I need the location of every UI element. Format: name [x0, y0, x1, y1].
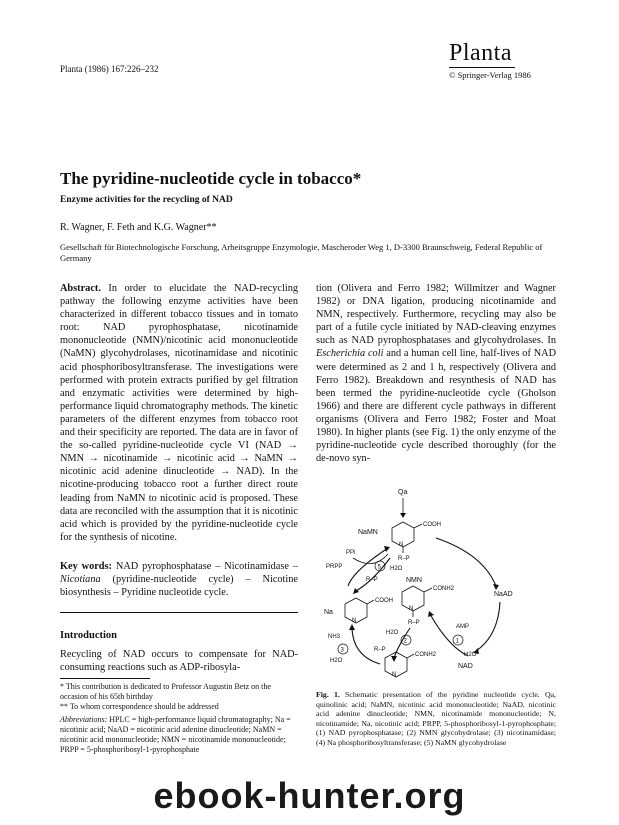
- abbreviations-label: Abbreviations:: [60, 715, 108, 724]
- arrow-3: [352, 628, 380, 664]
- introduction-heading: Introduction: [60, 630, 117, 641]
- caption-text: Schematic presentation of the pyridine nucleotide cycle. Qa, quinolinic acid; NaMN, nicotinic acid mononucleotide; NaAD, nicotinic acid adenine dinucleotide; NMN, nicotinamide mononucleotide; N, nicotinamide; Na, nicotinic acid; PRPP, 5-phosphoribosyl-1-pyrophosphate; (1) NAD pyrophosphatase; (2) NMN glycohydrolase; (3) nicotinamidase; (4) Na phosphoribosyltransferase; (5) NaMN glycohydrolase: [316, 690, 557, 747]
- nmn-bond: [424, 588, 432, 592]
- journal-logo: [449, 40, 567, 80]
- keywords-text-b: Nicotiana: [60, 574, 101, 586]
- body-ecoli: Escherichia coli: [316, 348, 384, 360]
- abstract-label: Abstract.: [60, 283, 101, 294]
- na-bond: [367, 600, 374, 604]
- abstract-block: [60, 282, 298, 544]
- label-naad: NaAD: [494, 591, 513, 598]
- keywords-text-a: NAD pyrophosphatase – Nicotinamidase –: [115, 561, 298, 572]
- abstract-text: In order to elucidate the NAD-recycling pathway the following enzyme activities have been characterized in different tobacco tissues and in tomato root: NAD pyrophosphatase, nicotinamide mononucleotide (NMN)/nicotinic acid mononucleotide (NaMN) glycohydrolases, nicotinamidase and nicotinic acid phosphoribosyltransferase. The investigations were performed with protein extracts purified by gel filtration and enzymatic activities were determined by high-performance liquid chromatography methods. The kinetic parameters of the different enzymes from tobacco root and their specificity are reported. The data are in favor of the so-called pyridine-nucleotide cycle VI (NAD → NMN → nicotinamide → nicotinic acid → NaMN → nicotinic acid adenine dinucleotide → NAD). In the nicotine-producing tobacco root a further direct route leading from NaMN to nicotinic acid is proposed. These data are reconciled with the assumption that it is nicotinic acid which is provided by the pyridine-nucleotide cycle for the synthesis of nicotine.: [60, 283, 298, 543]
- label-na: Na: [324, 609, 333, 616]
- label-rp-top: R–P: [398, 556, 410, 562]
- article-title: The pyridine-nucleotide cycle in tobacco*: [60, 169, 362, 188]
- publisher-line: © Springer-Verlag 1986: [449, 70, 531, 80]
- label-nh3: NH3: [328, 634, 341, 640]
- nicotinamide-bond: [407, 654, 414, 658]
- arrow-1: [430, 614, 468, 656]
- label-conh2-low: CONH2: [415, 652, 437, 658]
- label-enzyme-3: 3: [340, 647, 344, 654]
- namn-bond: [414, 524, 422, 528]
- ring-n-low: N: [392, 672, 397, 678]
- label-qa: Qa: [398, 489, 408, 496]
- ring-n-mid: N: [409, 606, 414, 612]
- abstract-paragraph: [60, 282, 298, 544]
- arrowhead-5: [353, 588, 359, 594]
- label-enzyme-1: 1: [455, 638, 459, 645]
- ring-n-left: N: [352, 618, 357, 624]
- journal-citation: Planta (1986) 167:226–232: [60, 64, 159, 74]
- logo-divider: [449, 67, 515, 68]
- arrowhead-4: [384, 546, 390, 552]
- arrowhead-naad: [493, 584, 499, 590]
- footnotes: [60, 682, 298, 755]
- label-enzyme-5: 5: [377, 564, 381, 571]
- footnote-correspondence: ** To whom correspondence should be addressed: [60, 702, 219, 711]
- section-divider: [60, 612, 298, 613]
- figure-caption: [316, 690, 556, 748]
- label-h2o-2: H2O: [386, 630, 399, 636]
- author-affiliation: Gesellschaft für Biotechnologische Forschung, Arbeitsgruppe Enzymologie, Mascheroder Weg 1, D-3300 Braunschweig, Federal Republic of Germany: [60, 242, 543, 263]
- body-text-2: and a human cell line, half-lives of NAD were determined as 2 and 1 h, respectively (Olivera and Ferro 1982). Breakdown and resynthesis of NAD has been termed the pyridine-nucleotide cycle (Gholson 1966) and there are different cycle pathways in different organisms (Olivera and Ferro 1982; Foster and Moat 1980). In higher plants (see Fig. 1) the only enzyme of the pyridine-nucleotide cycle described thoroughly (for the de-novo syn-: [316, 348, 557, 465]
- label-rp-low: R–P: [374, 647, 386, 653]
- label-cooh-top: COOH: [423, 522, 441, 528]
- journal-name: Planta: [449, 40, 512, 66]
- label-h2o-1: H2O: [464, 652, 477, 658]
- introduction-text: Recycling of NAD occurs to compensate for NAD-consuming reactions such as ADP-ribosyla-: [60, 649, 298, 674]
- pyridine-cycle-figure: [318, 486, 528, 681]
- label-enzyme-2: 2: [403, 638, 407, 645]
- label-pp: PPi: [346, 550, 356, 556]
- arrow-namn-to-naad: [436, 538, 496, 586]
- label-h2o-5: H2O: [390, 566, 403, 572]
- ring-n-top: N: [399, 542, 404, 548]
- label-amp: AMP: [456, 624, 470, 630]
- label-conh2-mid: CONH2: [433, 586, 455, 592]
- arrowhead-qa: [400, 513, 406, 518]
- article-subtitle: Enzyme activities for the recycling of NAD: [60, 195, 233, 205]
- label-nmn: NMN: [406, 577, 422, 584]
- caption-label: Fig. 1.: [316, 690, 340, 699]
- keywords-block: [60, 560, 298, 599]
- abbreviations-text: HPLC = high-performance liquid chromatography; Na = nicotinic acid; NaAD = nicotinic acid adenine dinucleotide; NaMN = nicotinic acid mononucleotide; NMN = nicotinamide mononucleotide; PRPP = 5-phosphoribosyl-1-pyrophosphate: [60, 715, 291, 754]
- label-cooh-left: COOH: [375, 598, 393, 604]
- label-h2o-3: H2O: [330, 658, 343, 664]
- arrowhead-2: [391, 656, 397, 662]
- body-paragraph: [316, 282, 556, 465]
- keywords-label: Key words:: [60, 561, 112, 572]
- arrowhead-3: [349, 624, 355, 630]
- keywords-text-c: (pyridine-nucleotide cycle) – Nicotine biosynthesis – Pyridine nucleotide cycle.: [60, 574, 298, 599]
- label-namn: NaMN: [358, 529, 378, 536]
- label-rp-mid: R–P: [408, 620, 420, 626]
- watermark: ebook-hunter.org: [153, 775, 466, 816]
- author-list: R. Wagner, F. Feth and K.G. Wagner**: [60, 222, 217, 233]
- label-prpp: PRPP: [326, 564, 343, 570]
- footnote-dedication: * This contribution is dedicated to Professor Augustin Betz on the occasion of his 65th birthday: [60, 682, 271, 701]
- keywords-paragraph: [60, 560, 298, 599]
- footnote-divider: [60, 678, 150, 679]
- label-nad: NAD: [458, 663, 473, 670]
- body-text-1: tion (Olivera and Ferro 1982; Willmitzer and Wagner 1982) or DNA ligation, producing nicotinamide and NMN, respectively. Furthermore, recycling may also be part of a futile cycle initiated by NAD-cleaving enzymes such as NAD pyrophosphatases and glycohydrolases. In: [316, 283, 556, 347]
- footnote-abbreviations: [60, 715, 298, 755]
- arrow-naad-to-nad: [476, 602, 500, 651]
- right-column-text: [316, 282, 556, 465]
- label-rp-5: R–P: [366, 577, 378, 583]
